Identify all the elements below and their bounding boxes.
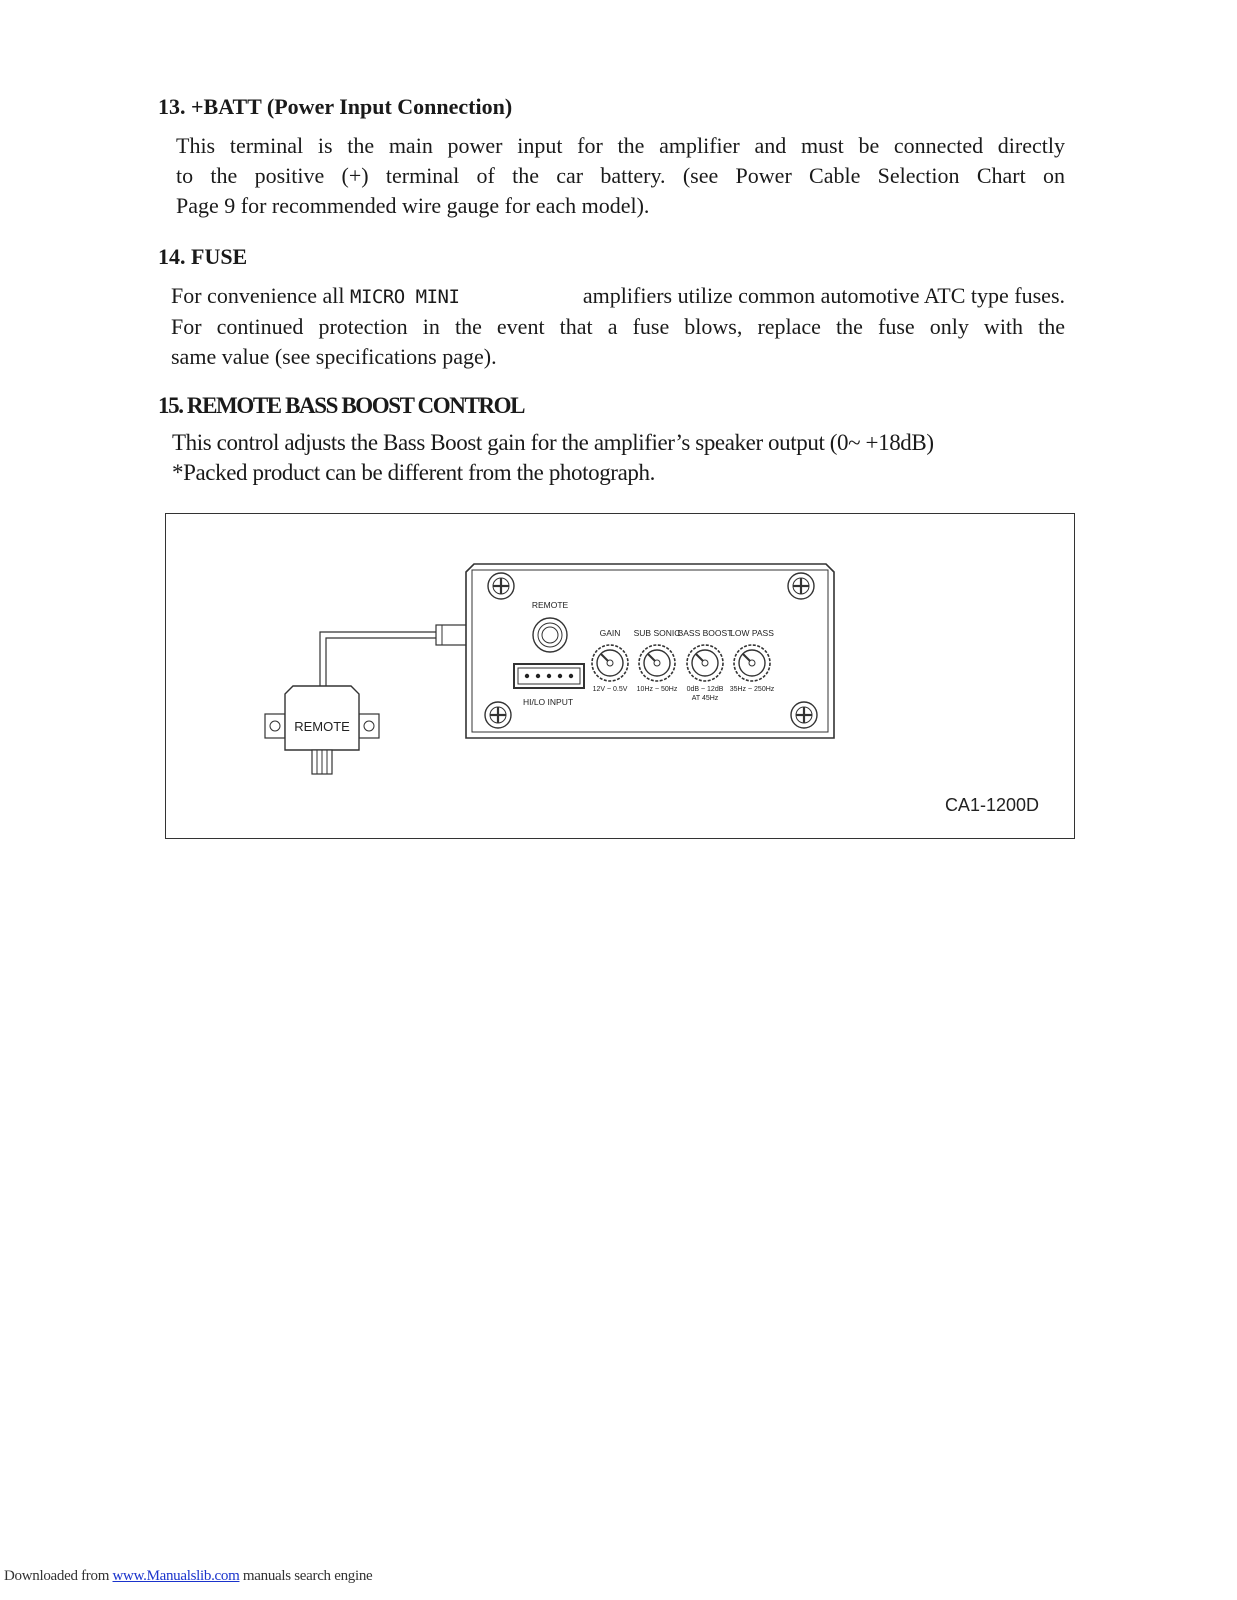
amplifier-panel [466, 564, 834, 738]
remote-bass-boost-diagram [165, 513, 1075, 839]
section-15-line-2: *Packed product can be different from the photograph. [172, 460, 655, 485]
manualslib-link[interactable]: www.Manualslib.com [112, 1568, 240, 1584]
footer-prefix: Downloaded from [4, 1568, 113, 1584]
screw-top-right [788, 573, 814, 599]
remote-jack [533, 618, 567, 652]
section-14-line-2: For continued protection in the event that a fuse blows, replace the fuse only with the [171, 314, 1065, 339]
section-13-line-3: Page 9 for recommended wire gauge for each model). [176, 193, 650, 218]
knob-gain-range: 12V ~ 0.5V [592, 686, 628, 693]
section-14-line-1 [171, 281, 1065, 312]
section-14-body [171, 281, 1065, 372]
remote-unit [265, 686, 379, 774]
section-15-body [172, 428, 1052, 488]
section-15-heading: 15. REMOTE BASS BOOST CONTROL [158, 393, 525, 418]
section-14-heading: 14. FUSE [158, 244, 248, 269]
knob-gain-label: GAIN [599, 628, 621, 638]
knob-bass-boost-range: 0dB ~ 12dB [686, 686, 724, 693]
screw-bottom-right [791, 702, 817, 728]
remote-cable [320, 632, 436, 689]
remote-cable-inner [326, 638, 436, 689]
section-13-line-1: This terminal is the main power input for the amplifier and must be connected directly [176, 133, 1065, 158]
model-label: CA1-1200D [944, 795, 1039, 815]
knob-low-pass-range: 35Hz ~ 250Hz [729, 686, 775, 693]
knob-sub-sonic-label: SUB SONIC [633, 628, 681, 638]
screw-top-left [488, 573, 514, 599]
diagram-svg [166, 514, 1076, 840]
section-13-heading: 13. +BATT (Power Input Connection) [158, 94, 513, 119]
section-14-line-3: same value (see specifications page). [171, 344, 497, 369]
knob-bass-boost-note: AT 45Hz [691, 695, 719, 702]
section-14-line-1-suffix: amplifiers utilize common automotive ATC type fuses. [582, 283, 1065, 308]
micro-mini-brand: MICRO MINI [350, 286, 460, 308]
hilo-input-connector [514, 664, 584, 688]
panel-remote-label: REMOTE [531, 600, 569, 610]
knob-bass-boost-label: BASS BOOST [677, 628, 733, 638]
remote-label: REMOTE [294, 719, 350, 734]
section-14-line-1-prefix: For convenience all [171, 283, 350, 308]
section-13-body [176, 131, 1065, 221]
section-13-line-2: to the positive (+) terminal of the car battery. (see Power Cable Selection Chart on [176, 163, 1065, 188]
section-15-line-1: This control adjusts the Bass Boost gain for the amplifier’s speaker output (0~ +18dB) [172, 430, 934, 455]
hilo-input-label: HI/LO INPUT [522, 697, 574, 707]
footer [4, 1568, 372, 1585]
knob-sub-sonic-range: 10Hz ~ 50Hz [636, 686, 678, 693]
screw-bottom-left [485, 702, 511, 728]
knob-low-pass-label: LOW PASS [730, 628, 774, 638]
footer-suffix: manuals search engine [239, 1568, 373, 1584]
